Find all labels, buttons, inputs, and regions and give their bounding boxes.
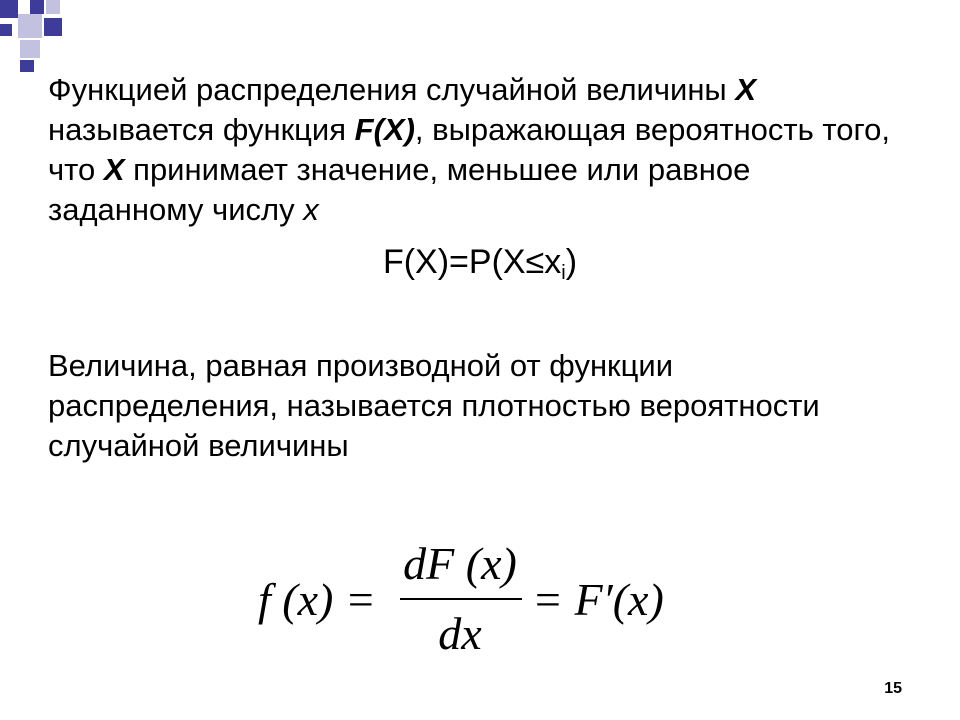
variable-x-1: X [735, 72, 757, 107]
definition-text-4: принимает значение, меньшее или равное заданному числу [48, 152, 751, 227]
definition-text-3: , выражающая вероятность того, что [48, 112, 890, 187]
corner-square-4 [46, 0, 60, 14]
corner-square-3 [30, 0, 44, 14]
distribution-formula-subscript: i [561, 262, 566, 284]
corner-square-7 [20, 40, 40, 58]
variable-x-2: X [103, 152, 125, 187]
density-formula-lhs: f (x) = [258, 574, 376, 625]
distribution-function-definition [48, 70, 908, 230]
function-fx: F(X) [354, 112, 415, 147]
page-number: 15 [884, 680, 902, 697]
corner-square-1 [0, 0, 18, 18]
distribution-formula [0, 238, 960, 297]
density-formula-numerator: dF (x) [403, 538, 517, 589]
corner-square-6 [44, 18, 62, 36]
corner-square-8 [20, 60, 34, 72]
definition-text-2: называется функция [48, 112, 355, 147]
corner-square-5 [18, 14, 42, 38]
fraction-bar [400, 598, 522, 600]
variable-x-lower: x [303, 192, 319, 227]
corner-square-2 [0, 24, 12, 36]
distribution-formula-close: ) [565, 243, 578, 281]
density-definition: Величина, равная производной от функции распределения, называется плотностью вероятности случайной величины [48, 348, 820, 463]
density-formula-rhs: = F′(x) [532, 574, 664, 625]
density-formula [258, 536, 688, 659]
definition-text-1: Функцией распределения случайной величины [48, 72, 736, 107]
density-formula-denominator: dx [438, 608, 482, 659]
distribution-formula-main: F(X)=P(X≤x [382, 243, 562, 281]
